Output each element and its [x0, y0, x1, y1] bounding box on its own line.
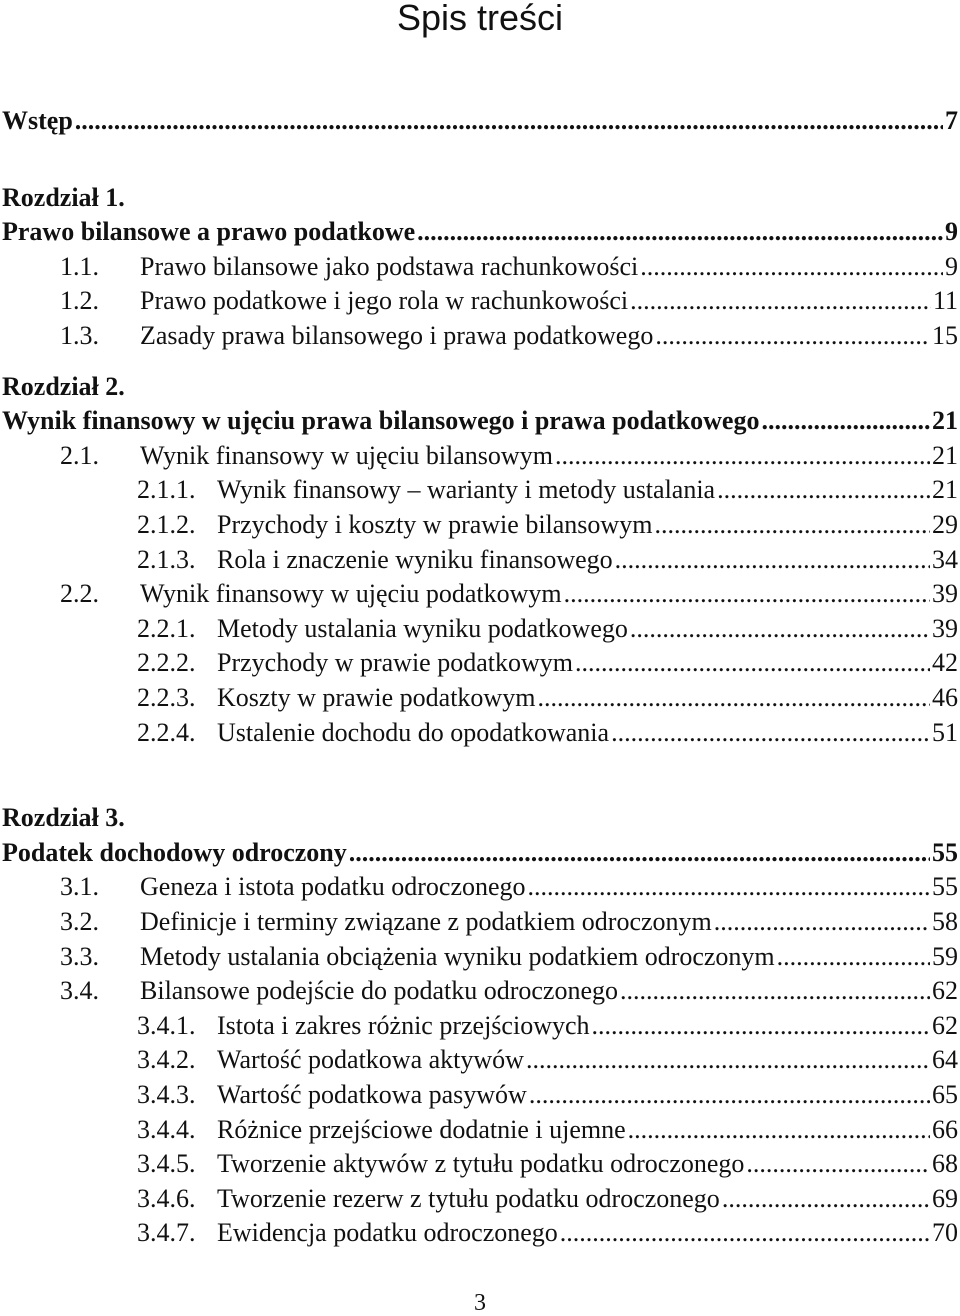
- entry-title: Przychody w prawie podatkowym: [217, 648, 573, 678]
- toc-entry-section[interactable]: [60, 940, 958, 974]
- entry-title: Ewidencja podatku odroczonego: [217, 1218, 558, 1248]
- entry-number: 3.4.1.: [137, 1010, 196, 1040]
- entry-title: Różnice przejściowe dodatnie i ujemne: [217, 1114, 626, 1144]
- toc-entry-subsection[interactable]: [137, 508, 958, 542]
- entry-title: Podatek dochodowy odroczony: [2, 837, 347, 867]
- dot-leader: [560, 1216, 930, 1250]
- entry-title: Wstęp: [2, 106, 73, 135]
- dot-leader: [628, 1113, 930, 1147]
- entry-title: Tworzenie aktywów z tytułu podatku odroczonego: [217, 1149, 745, 1179]
- entry-number: 3.4.4.: [137, 1114, 196, 1144]
- entry-page: 65: [932, 1080, 958, 1109]
- entry-page: 9: [945, 251, 958, 281]
- toc-entry-subsection[interactable]: [137, 1078, 958, 1112]
- toc-entry-subsection[interactable]: [137, 1182, 958, 1216]
- entry-page: 46: [932, 683, 958, 712]
- entry-page: 11: [932, 286, 958, 316]
- toc-entry-subsection[interactable]: [137, 716, 958, 750]
- entry-page: 70: [932, 1218, 958, 1248]
- toc-entry-section[interactable]: [60, 319, 958, 353]
- entry-page: 62: [932, 1010, 958, 1040]
- entry-number: 2.2.3.: [137, 683, 196, 712]
- entry-page: 51: [932, 717, 958, 747]
- toc-entry-section[interactable]: [60, 284, 958, 318]
- entry-title: Rozdział 2.: [2, 371, 125, 401]
- entry-page: 34: [932, 544, 958, 574]
- entry-page: 55: [932, 872, 958, 902]
- entry-title: Wartość podatkowa aktywów: [217, 1045, 524, 1075]
- dot-leader: [620, 974, 930, 1008]
- entry-page: 58: [932, 907, 958, 936]
- entry-page: 66: [932, 1114, 958, 1144]
- toc-entry-subsection[interactable]: [137, 473, 958, 507]
- dot-leader: [592, 1009, 930, 1043]
- dot-leader: [615, 543, 930, 577]
- dot-leader: [575, 646, 930, 680]
- dot-leader: [529, 1078, 930, 1112]
- dot-leader: [417, 215, 943, 249]
- toc-entry-subsection[interactable]: [137, 681, 958, 715]
- toc-entry-subsection[interactable]: [137, 1216, 958, 1250]
- dot-leader: [655, 319, 930, 353]
- entry-title: Prawo bilansowe jako podstawa rachunkowości: [140, 251, 639, 281]
- dot-leader: [555, 439, 930, 473]
- chapter-label: [2, 370, 125, 404]
- toc-entry-subsection[interactable]: [137, 1147, 958, 1181]
- entry-page: 21: [932, 475, 958, 505]
- dot-leader: [722, 1182, 930, 1216]
- entry-title: Geneza i istota podatku odroczonego: [140, 872, 526, 902]
- chapter-label: [2, 181, 125, 215]
- toc-entry-subsection[interactable]: [137, 612, 958, 646]
- entry-title: Wynik finansowy w ujęciu podatkowym: [140, 579, 562, 609]
- entry-title: Wynik finansowy w ujęciu prawa bilansowego i prawa podatkowego: [2, 406, 760, 436]
- entry-number: 2.1.3.: [137, 544, 196, 574]
- entry-page: 62: [932, 976, 958, 1006]
- entry-number: 2.1.1.: [137, 475, 196, 505]
- entry-page: 7: [945, 106, 958, 135]
- entry-page: 68: [932, 1149, 958, 1179]
- toc-entry-subsection[interactable]: [137, 1009, 958, 1043]
- dot-leader: [611, 716, 930, 750]
- entry-title: Prawo bilansowe a prawo podatkowe: [2, 217, 416, 247]
- entry-page: 59: [932, 941, 958, 971]
- chapter-label: [2, 801, 125, 835]
- entry-title: Bilansowe podejście do podatku odroczonego: [140, 976, 618, 1006]
- entry-title: Rola i znaczenie wyniku finansowego: [217, 544, 613, 574]
- dot-leader: [564, 577, 930, 611]
- toc-entry-subsection[interactable]: [137, 543, 958, 577]
- entry-title: Istota i zakres różnic przejściowych: [217, 1010, 590, 1040]
- dot-leader: [528, 870, 930, 904]
- entry-number: 1.3.: [60, 321, 99, 350]
- toc-entry-subsection[interactable]: [137, 646, 958, 680]
- dot-leader: [630, 284, 931, 318]
- toc-entry-chapter[interactable]: [2, 404, 958, 438]
- page-title: Spis treści: [396, 0, 564, 38]
- toc-entry-section[interactable]: [60, 905, 958, 939]
- dot-leader: [526, 1043, 930, 1077]
- entry-title: Rozdział 3.: [2, 803, 125, 833]
- entry-number: 2.2.: [60, 579, 99, 609]
- entry-page: 15: [932, 321, 958, 350]
- entry-page: 21: [932, 406, 958, 436]
- entry-number: 3.4.3.: [137, 1080, 196, 1109]
- dot-leader: [537, 681, 930, 715]
- dot-leader: [640, 250, 943, 284]
- entry-page: 69: [932, 1183, 958, 1213]
- entry-title: Wartość podatkowa pasywów: [217, 1080, 527, 1109]
- entry-number: 3.4.: [60, 976, 99, 1006]
- dot-leader: [349, 836, 930, 870]
- entry-number: 3.3.: [60, 941, 99, 971]
- entry-number: 3.4.2.: [137, 1045, 196, 1075]
- entry-number: 3.1.: [60, 872, 99, 902]
- dot-leader: [717, 473, 930, 507]
- entry-title: Koszty w prawie podatkowym: [217, 683, 536, 712]
- entry-page: 64: [932, 1045, 958, 1075]
- entry-title: Metody ustalania obciążenia wyniku podatkiem odroczonym: [140, 941, 775, 971]
- entry-title: Przychody i koszty w prawie bilansowym: [217, 510, 653, 539]
- dot-leader: [761, 404, 930, 438]
- entry-number: 2.2.2.: [137, 648, 196, 678]
- entry-page: 21: [932, 440, 958, 470]
- entry-title: Wynik finansowy – warianty i metody ustalania: [217, 475, 716, 505]
- toc-entry-section[interactable]: [60, 439, 958, 473]
- toc-entry-section[interactable]: [60, 577, 958, 611]
- entry-page: 42: [932, 648, 958, 678]
- dot-leader: [654, 508, 930, 542]
- dot-leader: [746, 1147, 930, 1181]
- dot-leader: [777, 940, 930, 974]
- entry-title: Zasady prawa bilansowego i prawa podatkowego: [140, 321, 654, 350]
- entry-title: Prawo podatkowe i jego rola w rachunkowości: [140, 286, 629, 316]
- entry-page: 39: [932, 613, 958, 643]
- toc-entry-section[interactable]: [60, 870, 958, 904]
- entry-page: 55: [932, 837, 958, 867]
- entry-title: Wynik finansowy w ujęciu bilansowym: [140, 440, 553, 470]
- toc-entry-section[interactable]: [60, 250, 958, 284]
- entry-number: 3.4.5.: [137, 1149, 196, 1179]
- entry-number: 2.1.2.: [137, 510, 196, 539]
- entry-title: Definicje i terminy związane z podatkiem odroczonym: [140, 907, 712, 936]
- entry-page: 9: [945, 217, 958, 247]
- page-number: 3: [474, 1290, 486, 1316]
- toc-entry-chapter[interactable]: [2, 215, 958, 249]
- dot-leader: [630, 612, 930, 646]
- entry-title: Rozdział 1.: [2, 182, 125, 212]
- entry-title: Ustalenie dochodu do opodatkowania: [217, 717, 610, 747]
- dot-leader: [75, 104, 943, 138]
- entry-page: 29: [932, 510, 958, 539]
- entry-number: 3.2.: [60, 907, 99, 936]
- dot-leader: [714, 905, 930, 939]
- toc-entry-intro[interactable]: [2, 104, 958, 138]
- entry-title: Tworzenie rezerw z tytułu podatku odroczonego: [217, 1183, 720, 1213]
- entry-number: 2.2.4.: [137, 717, 196, 747]
- toc-entry-section[interactable]: [60, 974, 958, 1008]
- entry-number: 2.1.: [60, 440, 99, 470]
- entry-number: 2.2.1.: [137, 613, 196, 643]
- entry-title: Metody ustalania wyniku podatkowego: [217, 613, 628, 643]
- entry-page: 39: [932, 579, 958, 609]
- toc-entry-chapter[interactable]: [2, 836, 958, 870]
- toc-entry-subsection[interactable]: [137, 1113, 958, 1147]
- toc-entry-subsection[interactable]: [137, 1043, 958, 1077]
- entry-number: 3.4.7.: [137, 1218, 196, 1248]
- entry-number: 1.2.: [60, 286, 99, 316]
- entry-number: 1.1.: [60, 251, 99, 281]
- entry-number: 3.4.6.: [137, 1183, 196, 1213]
